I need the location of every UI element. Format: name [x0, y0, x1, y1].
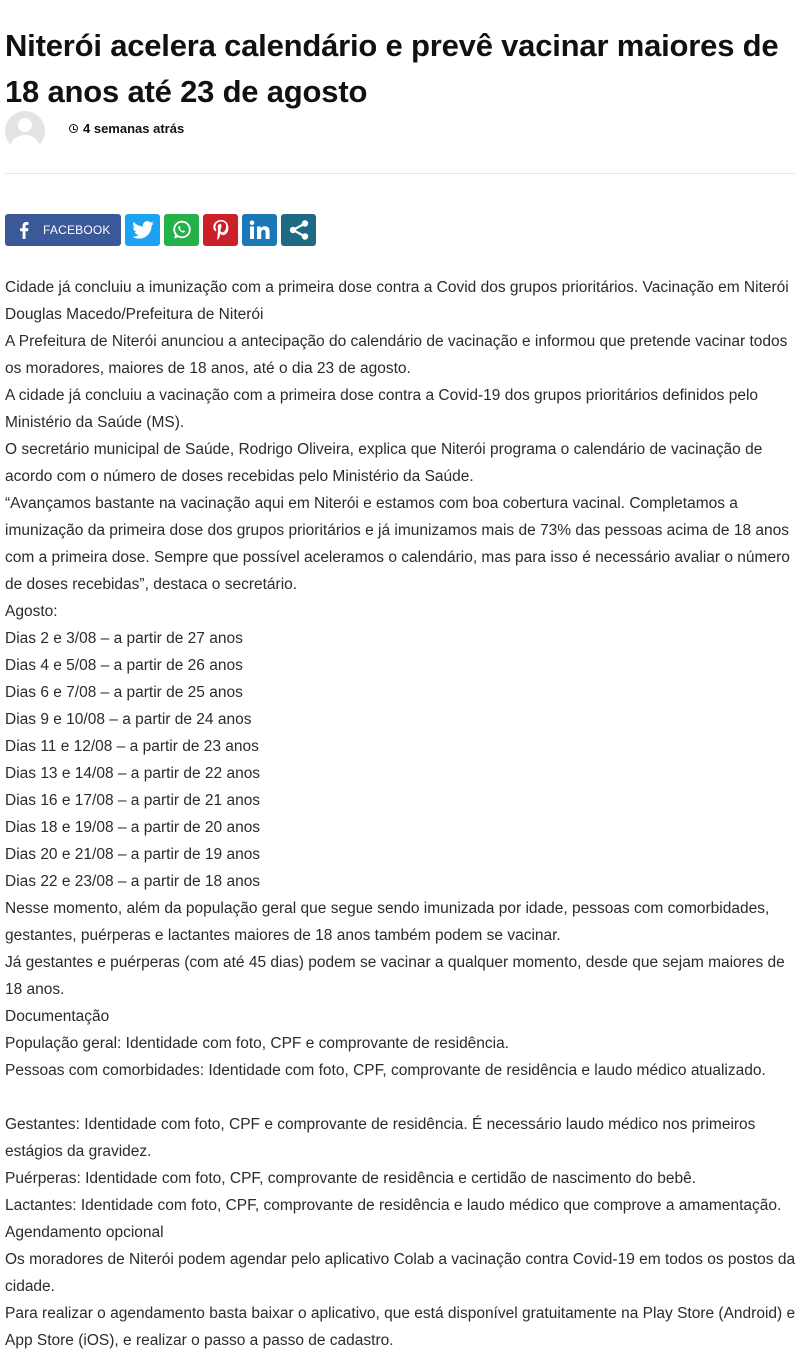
spacer	[5, 1084, 797, 1111]
whatsapp-share-button[interactable]	[164, 214, 199, 246]
paragraph: O secretário municipal de Saúde, Rodrigo Oliveira, explica que Niterói programa o calendário de vacinação de acordo com o número de doses recebidas pelo Ministério da Saúde.	[5, 441, 763, 485]
paragraph: População geral: Identidade com foto, CPF e comprovante de residência.	[5, 1035, 510, 1052]
paragraph: Gestantes: Identidade com foto, CPF e comprovante de residência. É necessário laudo médico nos primeiros estágios da gravidez.	[5, 1116, 756, 1160]
twitter-share-button[interactable]	[125, 214, 160, 246]
schedule-item: Dias 4 e 5/08 – a partir de 26 anos	[5, 657, 243, 674]
post-date	[69, 121, 184, 136]
linkedin-share-button[interactable]	[242, 214, 277, 246]
whatsapp-icon	[172, 220, 192, 240]
facebook-label: FACEBOOK	[43, 223, 111, 237]
pinterest-share-button[interactable]	[203, 214, 238, 246]
section-heading-scheduling: Agendamento opcional	[5, 1224, 164, 1241]
linkedin-icon	[249, 220, 271, 240]
section-heading-documentation: Documentação	[5, 1008, 110, 1025]
schedule-item: Dias 18 e 19/08 – a partir de 20 anos	[5, 819, 261, 836]
paragraph: Pessoas com comorbidades: Identidade com foto, CPF, comprovante de residência e laudo médico atualizado.	[5, 1062, 766, 1079]
schedule-item: Dias 20 e 21/08 – a partir de 19 anos	[5, 846, 261, 863]
paragraph: Já gestantes e puérperas (com até 45 dias) podem se vacinar a qualquer momento, desde que sejam maiores de 18 anos.	[5, 954, 785, 998]
schedule-item: Dias 2 e 3/08 – a partir de 27 anos	[5, 630, 243, 647]
more-share-button[interactable]	[281, 214, 316, 246]
article-body	[5, 274, 797, 1354]
divider	[5, 173, 795, 174]
paragraph: Para realizar o agendamento basta baixar o aplicativo, que está disponível gratuitamente na Play Store (Android) e App Store (iOS), e realizar o passo a passo de cadastro.	[5, 1305, 796, 1349]
schedule-item: Dias 9 e 10/08 – a partir de 24 anos	[5, 711, 252, 728]
paragraph: Puérperas: Identidade com foto, CPF, comprovante de residência e certidão de nascimento do bebê.	[5, 1170, 697, 1187]
schedule-item: Dias 16 e 17/08 – a partir de 21 anos	[5, 792, 261, 809]
schedule-item: Dias 11 e 12/08 – a partir de 23 anos	[5, 738, 259, 755]
share-icon	[288, 220, 310, 240]
photo-caption: Cidade já concluiu a imunização com a primeira dose contra a Covid dos grupos prioritários. Vacinação em Niterói Douglas Macedo/Prefeitura de Niterói	[5, 279, 789, 323]
paragraph: Os moradores de Niterói podem agendar pelo aplicativo Colab a vacinação contra Covid-19 em todos os postos da cidade.	[5, 1251, 796, 1295]
schedule-item: Dias 22 e 23/08 – a partir de 18 anos	[5, 873, 261, 890]
quote-paragraph: “Avançamos bastante na vacinação aqui em Niterói e estamos com boa cobertura vacinal. Completamos a imunização da primeira dose dos grupos prioritários e já imunizamos mais de 73% das pessoas acima de 18 anos com a primeira dose. Sempre que possível aceleramos o calendário, mas para isso é necessário avaliar o número de doses recebidas”, destaca o secretário.	[5, 495, 790, 593]
pinterest-icon	[213, 220, 229, 240]
schedule-item: Dias 13 e 14/08 – a partir de 22 anos	[5, 765, 261, 782]
share-bar	[5, 214, 316, 246]
paragraph: Lactantes: Identidade com foto, CPF, comprovante de residência e laudo médico que comprove a amamentação.	[5, 1197, 782, 1214]
time-ago: 4 semanas atrás	[83, 121, 185, 136]
paragraph: Nesse momento, além da população geral que segue sendo imunizada por idade, pessoas com comorbidades, gestantes, puérperas e lactantes maiores de 18 anos também podem se vacinar.	[5, 900, 770, 944]
facebook-share-button[interactable]	[5, 214, 121, 246]
author-avatar[interactable]	[5, 111, 45, 151]
paragraph: A Prefeitura de Niterói anunciou a antecipação do calendário de vacinação e informou que pretende vacinar todos os moradores, maiores de 18 anos, até o dia 23 de agosto.	[5, 333, 788, 377]
clock-icon	[69, 124, 78, 133]
article-title: Niterói acelera calendário e prevê vacinar maiores de 18 anos até 23 de agosto	[5, 27, 779, 109]
schedule-heading: Agosto:	[5, 603, 58, 620]
facebook-icon	[19, 222, 29, 239]
paragraph: A cidade já concluiu a vacinação com a primeira dose contra a Covid-19 dos grupos prioritários definidos pelo Ministério da Saúde (MS).	[5, 387, 759, 431]
twitter-icon	[132, 221, 154, 239]
schedule-item: Dias 6 e 7/08 – a partir de 25 anos	[5, 684, 243, 701]
